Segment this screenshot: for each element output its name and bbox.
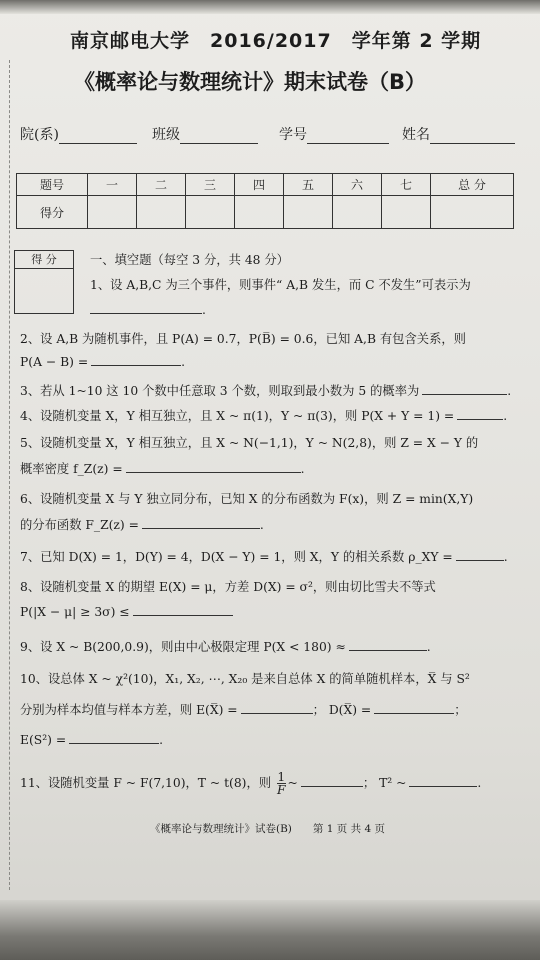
question-7: 7、已知 D(X) = 1，D(Y) = 4，D(X − Y) = 1，则 X，Y 的相关系数 ρ_XY = . [20, 550, 508, 564]
student-id-field: 学号 [279, 124, 389, 144]
name-field: 姓名 [402, 124, 515, 144]
page-footer: 《概率论与数理统计》试卷(B) 第 1 页 共 4 页 [150, 823, 385, 835]
score-header-cell: 总 分 [431, 174, 514, 196]
score-header-cell: 六 [333, 174, 382, 196]
question-11: 11、设随机变量 F ~ F(7,10)，T ~ t(8)，则 $\frac{1}{F}$ ~ ； T² ~ . [20, 770, 482, 797]
question-1-blank: . [90, 301, 206, 317]
question-3: 3、若从 1~10 这 10 个数中任意取 3 个数，则取到最小数为 5 的概率为 . [20, 384, 512, 398]
question-8: 8、设随机变量 X 的期望 E(X) = μ，方差 D(X) = σ²，则由切比雪夫不等式 [20, 580, 436, 594]
question-10-answer-1: 分别为样本均值与样本方差，则 E(X̅) = ； D(X̅) = ； [20, 703, 467, 717]
score-cell [88, 196, 137, 229]
score-cell [382, 196, 431, 229]
score-cell [431, 196, 514, 229]
score-cell [235, 196, 284, 229]
exam-title-line2: 《概率论与数理统计》期末试卷（B） [74, 70, 427, 94]
score-header-cell: 二 [137, 174, 186, 196]
score-table [16, 173, 514, 229]
question-8-answer: P(|X − μ| ≥ 3σ) ≤ [20, 603, 233, 619]
score-header-cell: 七 [382, 174, 431, 196]
question-10-answer-2: E(S²) = . [20, 733, 164, 747]
question-4: 4、设随机变量 X，Y 相互独立，且 X ~ π(1)，Y ~ π(3)，则 P(X + Y = 1) = . [20, 409, 508, 423]
binding-dashed-line [9, 60, 10, 890]
score-cell [284, 196, 333, 229]
question-9: 9、设 X ~ B(200,0.9)，则由中心极限定理 P(X < 180) ≈ . [20, 640, 431, 654]
question-10: 10、设总体 X ~ χ²(10)，X₁, X₂, ⋯, X₂₀ 是来自总体 X 的简单随机样本，X̅ 与 S² [20, 672, 470, 686]
score-cell [137, 196, 186, 229]
question-6: 6、设随机变量 X 与 Y 独立同分布，已知 X 的分布函数为 F(x)，则 Z = min(X,Y) [20, 492, 474, 506]
fraction-one-over-f: $\frac{1}{F}$ [277, 770, 286, 797]
question-5: 5、设随机变量 X，Y 相互独立，且 X ~ N(−1,1)，Y ~ N(2,8)，则 Z = X − Y 的 [20, 436, 479, 450]
question-2-answer: P(A − B) = . [20, 355, 186, 369]
question-1: 1、设 A,B,C 为三个事件，则事件“ A,B 发生，而 C 不发生”可表示为 [90, 278, 471, 292]
exam-title-line1: 南京邮电大学 2016/2017 学年第 2 学期 [70, 30, 482, 52]
score-row-label: 得分 [17, 196, 88, 229]
photo-top-edge [0, 0, 540, 14]
question-2: 2、设 A,B 为随机事件，且 P(A) = 0.7，P(B̅) = 0.6，已知 A,B 有包含关系，则 [20, 332, 466, 346]
section-heading: 一、填空题（每空 3 分，共 48 分） [90, 253, 289, 267]
score-header-cell: 五 [284, 174, 333, 196]
college-field: 院(系) [20, 124, 137, 144]
score-header-cell: 四 [235, 174, 284, 196]
score-cell [186, 196, 235, 229]
score-header-cell: 一 [88, 174, 137, 196]
score-header-cell: 三 [186, 174, 235, 196]
score-header-cell: 题号 [17, 174, 88, 196]
class-field: 班级 [152, 124, 258, 144]
section-score-label: 得 分 [15, 251, 73, 269]
section-score-box [14, 250, 74, 314]
score-cell [333, 196, 382, 229]
question-5-answer: 概率密度 f_Z(z) = . [20, 462, 305, 476]
photo-bottom-edge [0, 900, 540, 960]
question-6-answer: 的分布函数 F_Z(z) = . [20, 518, 264, 532]
